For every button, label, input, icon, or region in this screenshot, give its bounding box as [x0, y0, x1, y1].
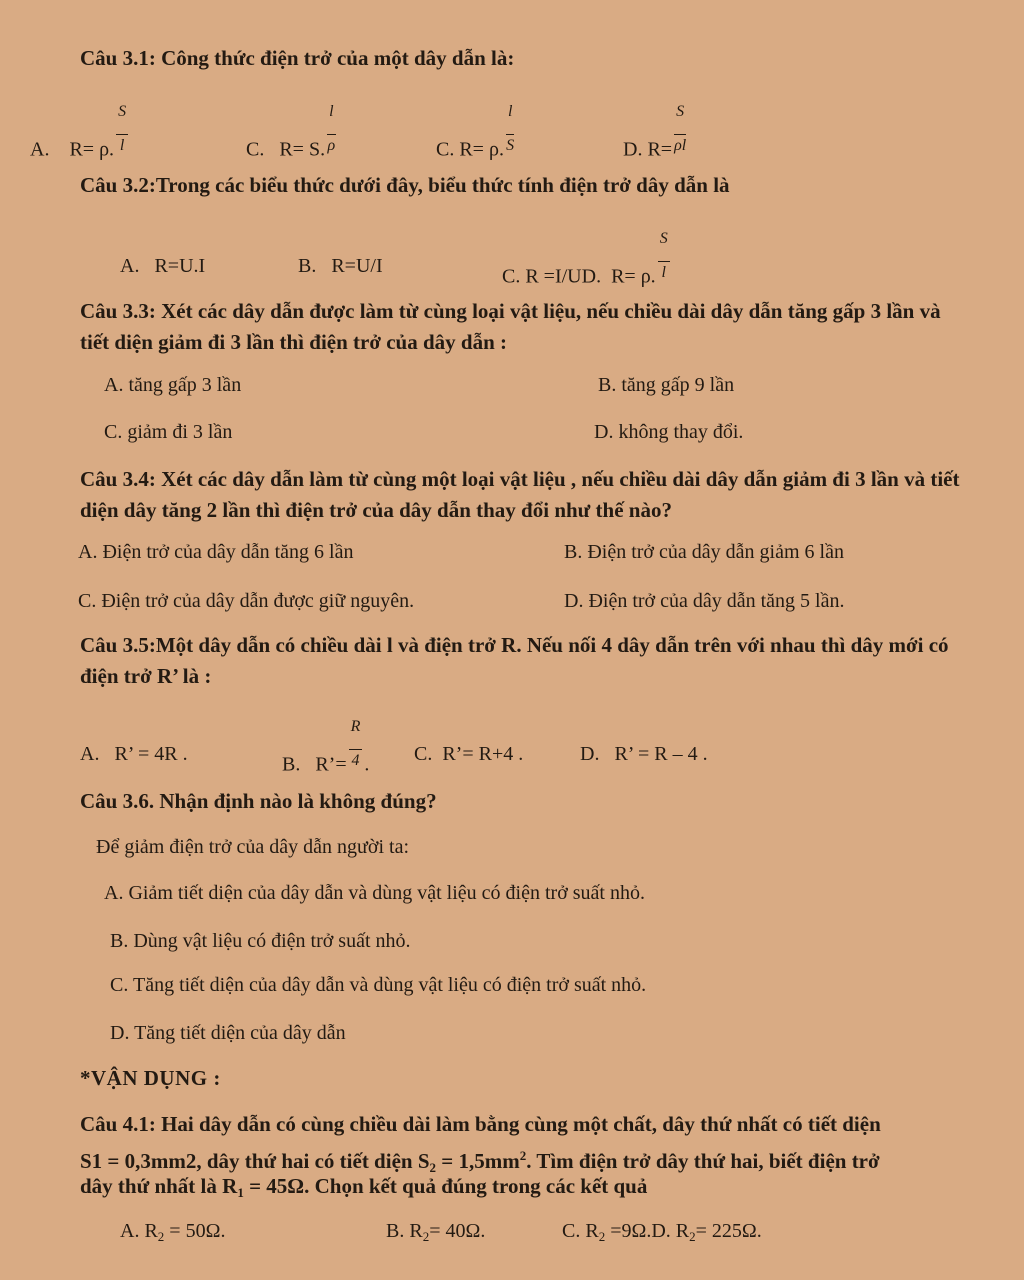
q41-option-b: B. $R_2= 40\Omega$.: [386, 1220, 486, 1244]
q31-option-a: A. R= ρ. $\frac{S}{l}$: [30, 103, 127, 161]
q32-option-b: B. R=U/I: [298, 255, 383, 277]
question-3-1-title: Câu 3.1: Công thức điện trở của một dây dẫn là:: [80, 46, 515, 70]
q35-option-a: A. R’ = 4R .: [80, 743, 188, 765]
q36-intro: Để giảm điện trở của dây dẫn người ta:: [96, 836, 410, 858]
q31-option-d: D. R= $\frac{S}{\rho l}$: [623, 103, 687, 161]
q36-option-b: B. Dùng vật liệu có điện trở suất nhỏ.: [110, 930, 411, 952]
question-3-5-title: Câu 3.5:Một dây dẫn có chiều dài l và điện trở R. Nếu nối 4 dây dẫn trên với nhau thì dây mới có điện trở R’ là :: [80, 633, 949, 688]
q31-option-c: C. R= ρ. $\frac{l}{S}$: [436, 103, 515, 161]
q34-option-c: C. Điện trở của dây dẫn được giữ nguyên.: [78, 590, 415, 612]
fraction: $\frac{S}{l}$: [118, 103, 127, 154]
fraction: $\frac{l}{S}$: [506, 103, 515, 154]
q35-option-c: C. R’= R+4 .: [414, 743, 524, 765]
fraction: $\frac{S}{\rho l}$: [674, 103, 687, 154]
question-3-4-title: Câu 3.4: Xét các dây dẫn làm từ cùng một loại vật liệu , nếu chiều dài dây dẫn giảm đi 3 lần và tiết diện dây tăng 2 lần thì điện trở của dây dẫn thay đổi như thế nào?: [80, 467, 960, 522]
section-heading-van-dung: *VẬN DỤNG :: [80, 1066, 221, 1090]
q34-option-a: A. Điện trở của dây dẫn tăng 6 lần: [78, 541, 354, 563]
question-3-3-title: Câu 3.3: Xét các dây dẫn được làm từ cùng loại vật liệu, nếu chiều dài dây dẫn tăng gấp 3 lần và tiết diện giảm đi 3 lần thì điện trở của dây dẫn :: [80, 299, 941, 354]
q41-option-a: A. $R_2 = 50\Omega$.: [120, 1220, 226, 1244]
q32-option-c-d: C. R =I/UD. R= ρ. $\frac{S}{l}$: [502, 230, 668, 288]
question-3-6-title: Câu 3.6. Nhận định nào là không đúng?: [80, 789, 437, 813]
q35-option-d: D. R’ = R – 4 .: [580, 743, 708, 765]
fraction: $\frac{S}{l}$: [659, 230, 668, 281]
fraction: $\frac{R}{4}$: [350, 718, 361, 769]
fraction: $\frac{l}{\rho}$: [327, 103, 336, 154]
question-4-1-line2: S1 = 0,3mm2, dây thứ hai có tiết diện $S_2 = 1,5mm^2$. Tìm điện trở dây thứ hai, biết điện trở: [80, 1148, 880, 1175]
question-3-2-title: Câu 3.2:Trong các biểu thức dưới đây, biểu thức tính điện trở dây dẫn là: [80, 173, 730, 197]
q36-option-c: C. Tăng tiết diện của dây dẫn và dùng vật liệu có điện trở suất nhỏ.: [110, 974, 647, 996]
question-4-1-line3: dây thứ nhất là $R_1 = 45\Omega$. Chọn kết quả đúng trong các kết quả: [80, 1174, 648, 1200]
q33-option-a: A. tăng gấp 3 lần: [104, 374, 242, 396]
q36-option-d: D. Tăng tiết diện của dây dẫn: [110, 1022, 346, 1044]
q33-option-d: D. không thay đổi.: [594, 421, 744, 443]
q41-option-c-d: C. $R_2 =9\Omega.D$. $R_2= 225\Omega$.: [562, 1220, 762, 1244]
q31-option-b: C. R= S. $\frac{l}{\rho}$: [246, 103, 336, 161]
q32-option-a: A. R=U.I: [120, 255, 206, 277]
question-4-1-line1: Câu 4.1: Hai dây dẫn có cùng chiều dài làm bằng cùng một chất, dây thứ nhất có tiết diện: [80, 1112, 881, 1136]
q34-option-b: B. Điện trở của dây dẫn giảm 6 lần: [564, 541, 844, 563]
q33-option-b: B. tăng gấp 9 lần: [598, 374, 735, 396]
q34-option-d: D. Điện trở của dây dẫn tăng 5 lần.: [564, 590, 845, 612]
q35-option-b: B. R’= $\frac{R}{4}$ .: [282, 718, 370, 776]
q36-option-a: A. Giảm tiết diện của dây dẫn và dùng vật liệu có điện trở suất nhỏ.: [104, 882, 645, 904]
q33-option-c: C. giảm đi 3 lần: [104, 421, 233, 443]
